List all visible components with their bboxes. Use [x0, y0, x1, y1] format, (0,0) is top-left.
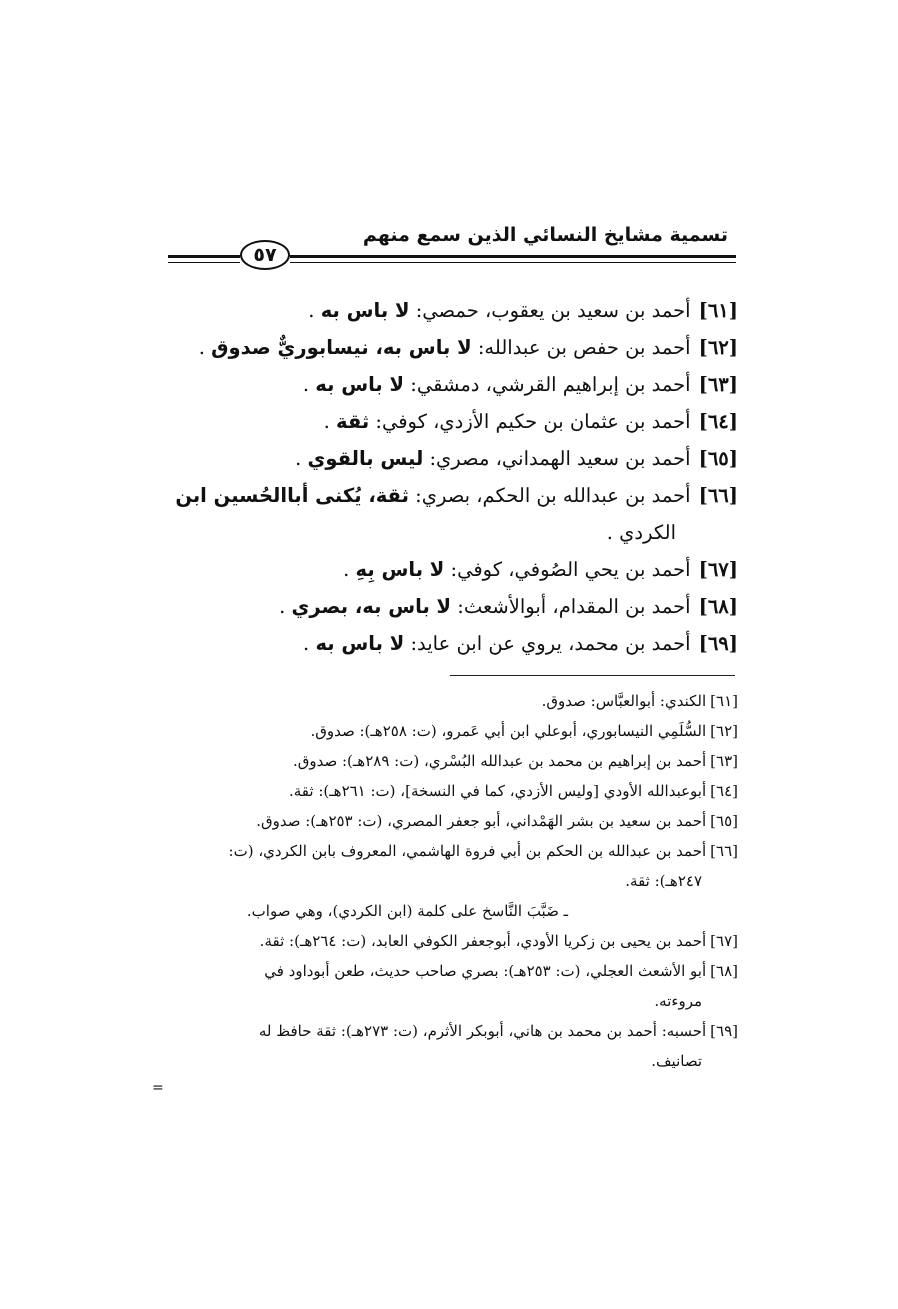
entry-end: . [323, 410, 337, 433]
page-mark: = [152, 1080, 164, 1096]
footnote-number: [٦٣] [710, 752, 738, 770]
footnote-text: أبوعبدالله الأودي [وليس الأزدي، كما في النسخة]، (ت: ٢٦١هـ): ثقة. [289, 782, 707, 800]
entry-end: . [295, 447, 308, 470]
footnote [158, 686, 738, 716]
footnote-text: الكندي: أبوالعبَّاس: صدوق. [541, 692, 707, 710]
entry-verdict: لا باس به، بصري [291, 595, 452, 618]
entry-verdict: ثقة، يُكنى أباالحُسين ابن [175, 484, 409, 507]
entry-verdict: لا باس به [315, 632, 405, 655]
entry-number: [٦٦] [698, 484, 738, 507]
footnote-number: [٦٧] [710, 932, 738, 950]
footnote-continuation: تصانيف. [651, 1052, 702, 1070]
entry [158, 477, 738, 551]
header-rule-right-thin [290, 262, 736, 263]
entry [158, 588, 738, 625]
footnote-number: [٦٩] [710, 1022, 738, 1040]
entry-number: [٦٥] [698, 447, 738, 470]
page-number: ٥٧ [240, 240, 290, 270]
footnote-number: [٦٦] [710, 842, 738, 860]
footnote [158, 836, 738, 926]
footnote [158, 716, 738, 746]
footnote [158, 806, 738, 836]
footnote-text: أحمد بن إبراهيم بن محمد بن عبدالله البُسْري، (ت: ٢٨٩هـ): صدوق. [292, 752, 707, 770]
entry-text: أحمد بن عثمان بن حكيم الأزدي، كوفي: [369, 410, 691, 433]
header-rule-left-thick [168, 255, 240, 258]
entry-verdict: ثقة [336, 410, 370, 433]
entry-end: . [303, 632, 316, 655]
entry-end: . [279, 595, 292, 618]
footnote-number: [٦٤] [710, 782, 738, 800]
header-rule-left-thin [168, 262, 240, 263]
footnote [158, 956, 738, 1016]
footnote [158, 776, 738, 806]
entry-text: أحمد بن إبراهيم القرشي، دمشقي: [404, 373, 691, 396]
footnote-number: [٦٥] [710, 812, 738, 830]
footnote-note: ـ ضَبَّبَ النَّاسخ على كلمة (ابن الكردي)، وهي صواب. [246, 902, 568, 920]
entry [158, 292, 738, 329]
entry-number: [٦٢] [698, 336, 738, 359]
entries-list [158, 292, 738, 662]
entry [158, 329, 738, 366]
footnote [158, 926, 738, 956]
entry [158, 366, 738, 403]
entry-end: . [302, 373, 316, 396]
entry-text: أحمد بن محمد، يروي عن ابن عايد: [404, 632, 691, 655]
entry-number: [٦٧] [698, 558, 738, 581]
entry-verdict: لا باس به، نيسابوريٌّ صدوق [211, 336, 472, 359]
entry [158, 403, 738, 440]
footnote-text: أحمد بن عبدالله بن الحكم بن أبي فروة الهاشمي، المعروف بابن الكردي، (ت: [228, 842, 707, 860]
entry-number: [٦٨] [698, 595, 738, 618]
entry-text: أحمد بن سعيد بن يعقوب، حمصي: [409, 299, 691, 322]
entry-text: أحمد بن سعيد الهمداني، مصري: [423, 447, 691, 470]
footnote-continuation: ٢٤٧هـ): ثقة. [625, 872, 702, 890]
entry-end: . [308, 299, 321, 322]
header-rule-right-thick [290, 255, 736, 258]
entry-verdict: لا باس به [320, 299, 410, 322]
footnotes-list [158, 686, 738, 1076]
footnote-text: السُّلَمِي النيسابوري، أبوعلي ابن أبي عَمرو، (ت: ٢٥٨هـ): صدوق. [310, 722, 707, 740]
entry-number: [٦١] [698, 299, 738, 322]
footnote-text: أحمد بن سعيد بن بشر الهَمْداني، أبو جعفر المصري، (ت: ٢٥٣هـ): صدوق. [256, 812, 707, 830]
footnote-number: [٦٢] [710, 722, 738, 740]
footnote [158, 746, 738, 776]
entry-number: [٦٤] [698, 410, 738, 433]
footnote-continuation: مروءته. [654, 992, 702, 1010]
footnote-number: [٦١] [710, 692, 738, 710]
entry-verdict: لا باس به [315, 373, 405, 396]
entry-end: . [198, 336, 212, 359]
entry [158, 440, 738, 477]
running-title: تسمية مشايخ النسائي الذين سمع منهم [362, 224, 728, 246]
entry-text: أحمد بن المقدام، أبوالأشعث: [451, 595, 691, 618]
footnote-number: [٦٨] [710, 962, 738, 980]
entry-text: أحمد بن حفص بن عبدالله: [471, 336, 691, 359]
footnote-text: أبو الأشعث العجلي، (ت: ٢٥٣هـ): بصري صاحب حديث، طعن أبوداود في [264, 962, 707, 980]
footnote-text: أحمد بن يحيى بن زكريا الأودي، أبوجعفر الكوفي العابد، (ت: ٢٦٤هـ): ثقة. [259, 932, 707, 950]
footnote-separator [450, 675, 735, 676]
entry [158, 551, 738, 588]
entry-text: أحمد بن يحي الصُوفي، كوفي: [444, 558, 691, 581]
entry-verdict: لا باس بِهِ [355, 558, 445, 581]
entry-end: . [343, 558, 356, 581]
footnote-text: أحسبه: أحمد بن محمد بن هاني، أبوبكر الأثرم، (ت: ٢٧٣هـ): ثقة حافظ له [258, 1022, 707, 1040]
footnote [158, 1016, 738, 1076]
entry-number: [٦٣] [698, 373, 738, 396]
entry [158, 625, 738, 662]
entry-text: أحمد بن عبدالله بن الحكم، بصري: [408, 484, 691, 507]
entry-continuation: الكردي . [606, 521, 676, 544]
entry-verdict: ليس بالقوي [307, 447, 424, 470]
entry-number: [٦٩] [698, 632, 738, 655]
